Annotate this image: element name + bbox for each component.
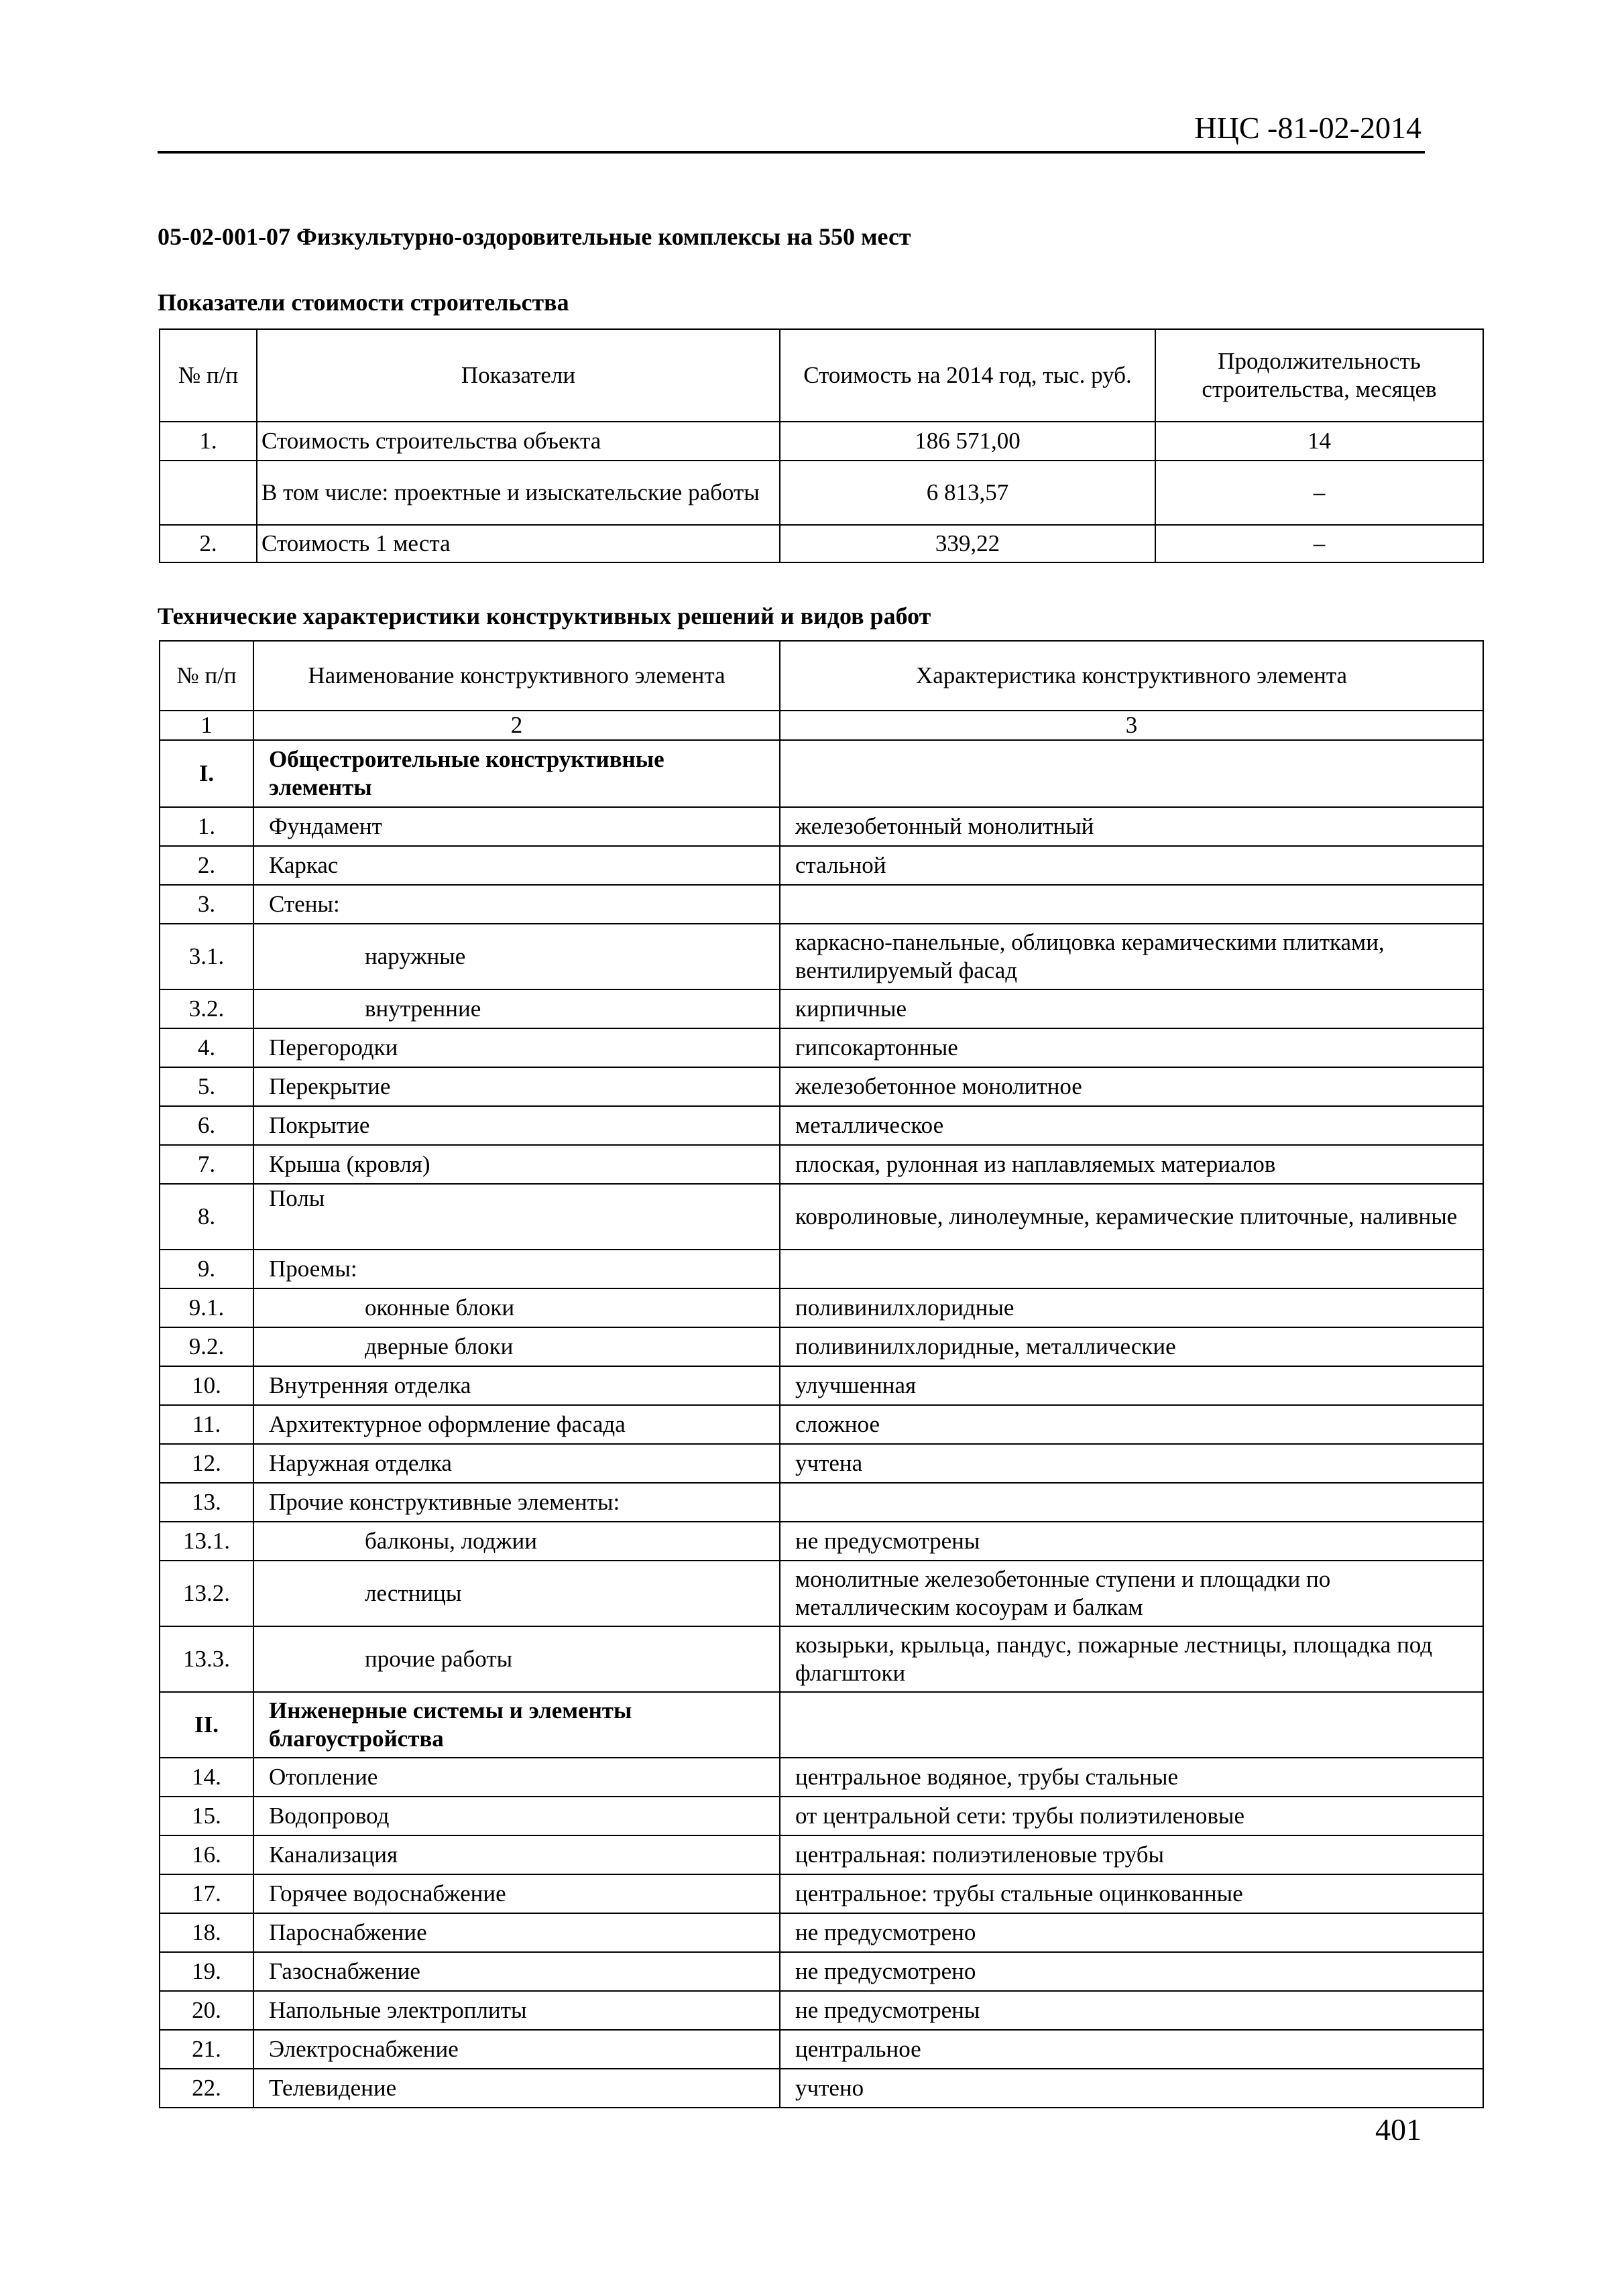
tech-row-characteristic [780, 1250, 1483, 1288]
tech-row-number: 2. [160, 846, 253, 885]
tech-row [160, 1952, 1483, 1991]
tech-row-characteristic: гипсокартонные [780, 1028, 1483, 1067]
tech-row-characteristic: кирпичные [780, 989, 1483, 1028]
tech-row [160, 1522, 1483, 1561]
tech-row-characteristic [780, 1692, 1483, 1758]
tech-row-characteristic [780, 740, 1483, 807]
tech-row-number: 3.1. [160, 924, 253, 989]
tech-row-characteristic: козырьки, крыльца, пандус, пожарные лестницы, площадка под флагштоки [780, 1626, 1483, 1692]
cost-section-heading: Показатели стоимости строительства [158, 289, 569, 316]
tech-row-number: II. [160, 1692, 253, 1758]
tech-row-element-name: Горячее водоснабжение [253, 1874, 780, 1913]
cost-col-indicator: Показатели [257, 329, 780, 422]
tech-row-element-name: лестницы [253, 1561, 780, 1626]
tech-row [160, 1561, 1483, 1626]
tech-row-element-name: Отопление [253, 1758, 780, 1797]
tech-row [160, 1250, 1483, 1288]
cost-table [159, 328, 1484, 563]
cost-col-duration: Продолжительность строительства, месяцев [1155, 329, 1483, 422]
tech-row [160, 1483, 1483, 1522]
tech-row-element-name: Полы [253, 1184, 780, 1250]
tech-col-index: 3 [780, 711, 1483, 740]
tech-row-number: 9.2. [160, 1327, 253, 1366]
tech-row-number: 19. [160, 1952, 253, 1991]
tech-row-element-name: Перекрытие [253, 1067, 780, 1106]
tech-row-characteristic: монолитные железобетонные ступени и площадки по металлическим косоурам и балкам [780, 1561, 1483, 1626]
tech-row-characteristic: улучшенная [780, 1366, 1483, 1405]
tech-row-element-name: Канализация [253, 1835, 780, 1874]
cost-row-cost: 6 813,57 [780, 461, 1155, 525]
tech-row-characteristic: стальной [780, 846, 1483, 885]
tech-row-characteristic: от центральной сети: трубы полиэтиленовые [780, 1797, 1483, 1835]
tech-row [160, 1835, 1483, 1874]
cost-row-duration: – [1155, 461, 1483, 525]
tech-row-number: 4. [160, 1028, 253, 1067]
tech-row-element-name: Пароснабжение [253, 1913, 780, 1952]
document-code: НЦС -81-02-2014 [1194, 111, 1422, 145]
tech-header-row [160, 641, 1483, 711]
tech-row [160, 1106, 1483, 1145]
tech-row-characteristic: плоская, рулонная из наплавляемых материалов [780, 1145, 1483, 1184]
tech-row-element-name: Водопровод [253, 1797, 780, 1835]
tech-row-characteristic: металлическое [780, 1106, 1483, 1145]
tech-row [160, 1327, 1483, 1366]
tech-row-element-name: Фундамент [253, 807, 780, 846]
tech-row-characteristic: учтена [780, 1444, 1483, 1483]
cost-row-cost: 339,22 [780, 525, 1155, 562]
tech-row [160, 2069, 1483, 2108]
tech-row-number: 15. [160, 1797, 253, 1835]
tech-col-characteristic: Характеристика конструктивного элемента [780, 641, 1483, 711]
tech-table-body [160, 740, 1483, 2108]
cost-col-cost: Стоимость на 2014 год, тыс. руб. [780, 329, 1155, 422]
tech-row-characteristic: сложное [780, 1405, 1483, 1444]
tech-row-number: 6. [160, 1106, 253, 1145]
tech-row [160, 1626, 1483, 1692]
tech-row-characteristic: не предусмотрено [780, 1952, 1483, 1991]
tech-row-number: 20. [160, 1991, 253, 2030]
tech-row-element-name: Инженерные системы и элементы благоустройства [253, 1692, 780, 1758]
tech-row-number: 17. [160, 1874, 253, 1913]
tech-row-characteristic: поливинилхлоридные [780, 1288, 1483, 1327]
tech-row-element-name: Общестроительные конструктивные элементы [253, 740, 780, 807]
tech-row [160, 1913, 1483, 1952]
tech-row-number: 16. [160, 1835, 253, 1874]
tech-row [160, 1797, 1483, 1835]
cost-row-cost: 186 571,00 [780, 422, 1155, 461]
cost-row-duration: – [1155, 525, 1483, 562]
tech-row-number: 11. [160, 1405, 253, 1444]
tech-col-index: 2 [253, 711, 780, 740]
cost-row [160, 525, 1483, 562]
tech-row-element-name: дверные блоки [253, 1327, 780, 1366]
tech-row-element-name: Покрытие [253, 1106, 780, 1145]
tech-row-number: 22. [160, 2069, 253, 2108]
tech-row-characteristic: не предусмотрено [780, 1913, 1483, 1952]
tech-row-number: 13.3. [160, 1626, 253, 1692]
tech-section-heading: Технические характеристики конструктивных решений и видов работ [158, 603, 931, 629]
tech-row-element-name: Напольные электроплиты [253, 1991, 780, 2030]
cost-row [160, 422, 1483, 461]
tech-row-characteristic: центральная: полиэтиленовые трубы [780, 1835, 1483, 1874]
tech-row-characteristic: не предусмотрены [780, 1991, 1483, 2030]
tech-row [160, 1692, 1483, 1758]
tech-row [160, 1028, 1483, 1067]
tech-row-characteristic: каркасно-панельные, облицовка керамическими плитками, вентилируемый фасад [780, 924, 1483, 989]
page-number: 401 [1375, 2112, 1422, 2147]
tech-row [160, 1288, 1483, 1327]
tech-row-number: 13.1. [160, 1522, 253, 1561]
tech-row-number: 5. [160, 1067, 253, 1106]
tech-row-number: 13. [160, 1483, 253, 1522]
tech-row-element-name: прочие работы [253, 1626, 780, 1692]
tech-row [160, 1874, 1483, 1913]
tech-row-number: 13.2. [160, 1561, 253, 1626]
tech-row [160, 740, 1483, 807]
tech-col-element: Наименование конструктивного элемента [253, 641, 780, 711]
cost-row-indicator: В том числе: проектные и изыскательские работы [257, 461, 780, 525]
tech-table [159, 640, 1484, 2108]
tech-row-element-name: наружные [253, 924, 780, 989]
tech-row-number: 14. [160, 1758, 253, 1797]
tech-row-number: I. [160, 740, 253, 807]
cost-row-indicator: Стоимость строительства объекта [257, 422, 780, 461]
tech-row-characteristic: ковролиновые, линолеумные, керамические плиточные, наливные [780, 1184, 1483, 1250]
tech-row-element-name: Архитектурное оформление фасада [253, 1405, 780, 1444]
tech-row-characteristic: учтено [780, 2069, 1483, 2108]
tech-row-element-name: оконные блоки [253, 1288, 780, 1327]
tech-row-number: 21. [160, 2030, 253, 2069]
tech-row-element-name: Внутренняя отделка [253, 1366, 780, 1405]
cost-row-duration: 14 [1155, 422, 1483, 461]
tech-row [160, 1444, 1483, 1483]
cost-row-number: 1. [160, 422, 257, 461]
tech-row [160, 2030, 1483, 2069]
tech-row [160, 1405, 1483, 1444]
tech-row [160, 1991, 1483, 2030]
header-rule [158, 151, 1425, 154]
tech-row-number: 18. [160, 1913, 253, 1952]
tech-row-element-name: Электроснабжение [253, 2030, 780, 2069]
tech-row-element-name: балконы, лоджии [253, 1522, 780, 1561]
tech-row-number: 3. [160, 885, 253, 924]
tech-column-numbers-row [160, 711, 1483, 740]
tech-row-characteristic: железобетонное монолитное [780, 1067, 1483, 1106]
tech-row [160, 1145, 1483, 1184]
tech-row-number: 3.2. [160, 989, 253, 1028]
tech-row-element-name: Перегородки [253, 1028, 780, 1067]
tech-row-number: 9. [160, 1250, 253, 1288]
cost-col-number: № п/п [160, 329, 257, 422]
tech-row-characteristic: центральное [780, 2030, 1483, 2069]
tech-row-characteristic: железобетонный монолитный [780, 807, 1483, 846]
cost-row [160, 461, 1483, 525]
tech-row-characteristic: поливинилхлоридные, металлические [780, 1327, 1483, 1366]
cost-row-number: 2. [160, 525, 257, 562]
tech-row-characteristic: не предусмотрены [780, 1522, 1483, 1561]
cost-row-indicator: Стоимость 1 места [257, 525, 780, 562]
tech-col-number: № п/п [160, 641, 253, 711]
tech-col-index: 1 [160, 711, 253, 740]
tech-row-element-name: Каркас [253, 846, 780, 885]
tech-row-number: 1. [160, 807, 253, 846]
tech-row-characteristic [780, 1483, 1483, 1522]
tech-row [160, 885, 1483, 924]
tech-row [160, 1184, 1483, 1250]
tech-row [160, 989, 1483, 1028]
tech-row-element-name: Прочие конструктивные элементы: [253, 1483, 780, 1522]
tech-row [160, 1366, 1483, 1405]
tech-row-number: 10. [160, 1366, 253, 1405]
cost-row-number [160, 461, 257, 525]
document-title: 05-02-001-07 Физкультурно-оздоровительные комплексы на 550 мест [158, 223, 911, 250]
tech-row [160, 1758, 1483, 1797]
tech-row-element-name: Телевидение [253, 2069, 780, 2108]
tech-row-element-name: внутренние [253, 989, 780, 1028]
tech-row-characteristic: центральное водяное, трубы стальные [780, 1758, 1483, 1797]
tech-row-characteristic: центральное: трубы стальные оцинкованные [780, 1874, 1483, 1913]
tech-row [160, 1067, 1483, 1106]
tech-row-element-name: Газоснабжение [253, 1952, 780, 1991]
tech-row-element-name: Наружная отделка [253, 1444, 780, 1483]
tech-row-number: 12. [160, 1444, 253, 1483]
tech-row-element-name: Крыша (кровля) [253, 1145, 780, 1184]
tech-row-characteristic [780, 885, 1483, 924]
tech-row-number: 8. [160, 1184, 253, 1250]
tech-row-element-name: Стены: [253, 885, 780, 924]
tech-row [160, 846, 1483, 885]
tech-row [160, 924, 1483, 989]
cost-header-row [160, 329, 1483, 422]
tech-row-number: 9.1. [160, 1288, 253, 1327]
tech-row-element-name: Проемы: [253, 1250, 780, 1288]
tech-row [160, 807, 1483, 846]
tech-row-number: 7. [160, 1145, 253, 1184]
